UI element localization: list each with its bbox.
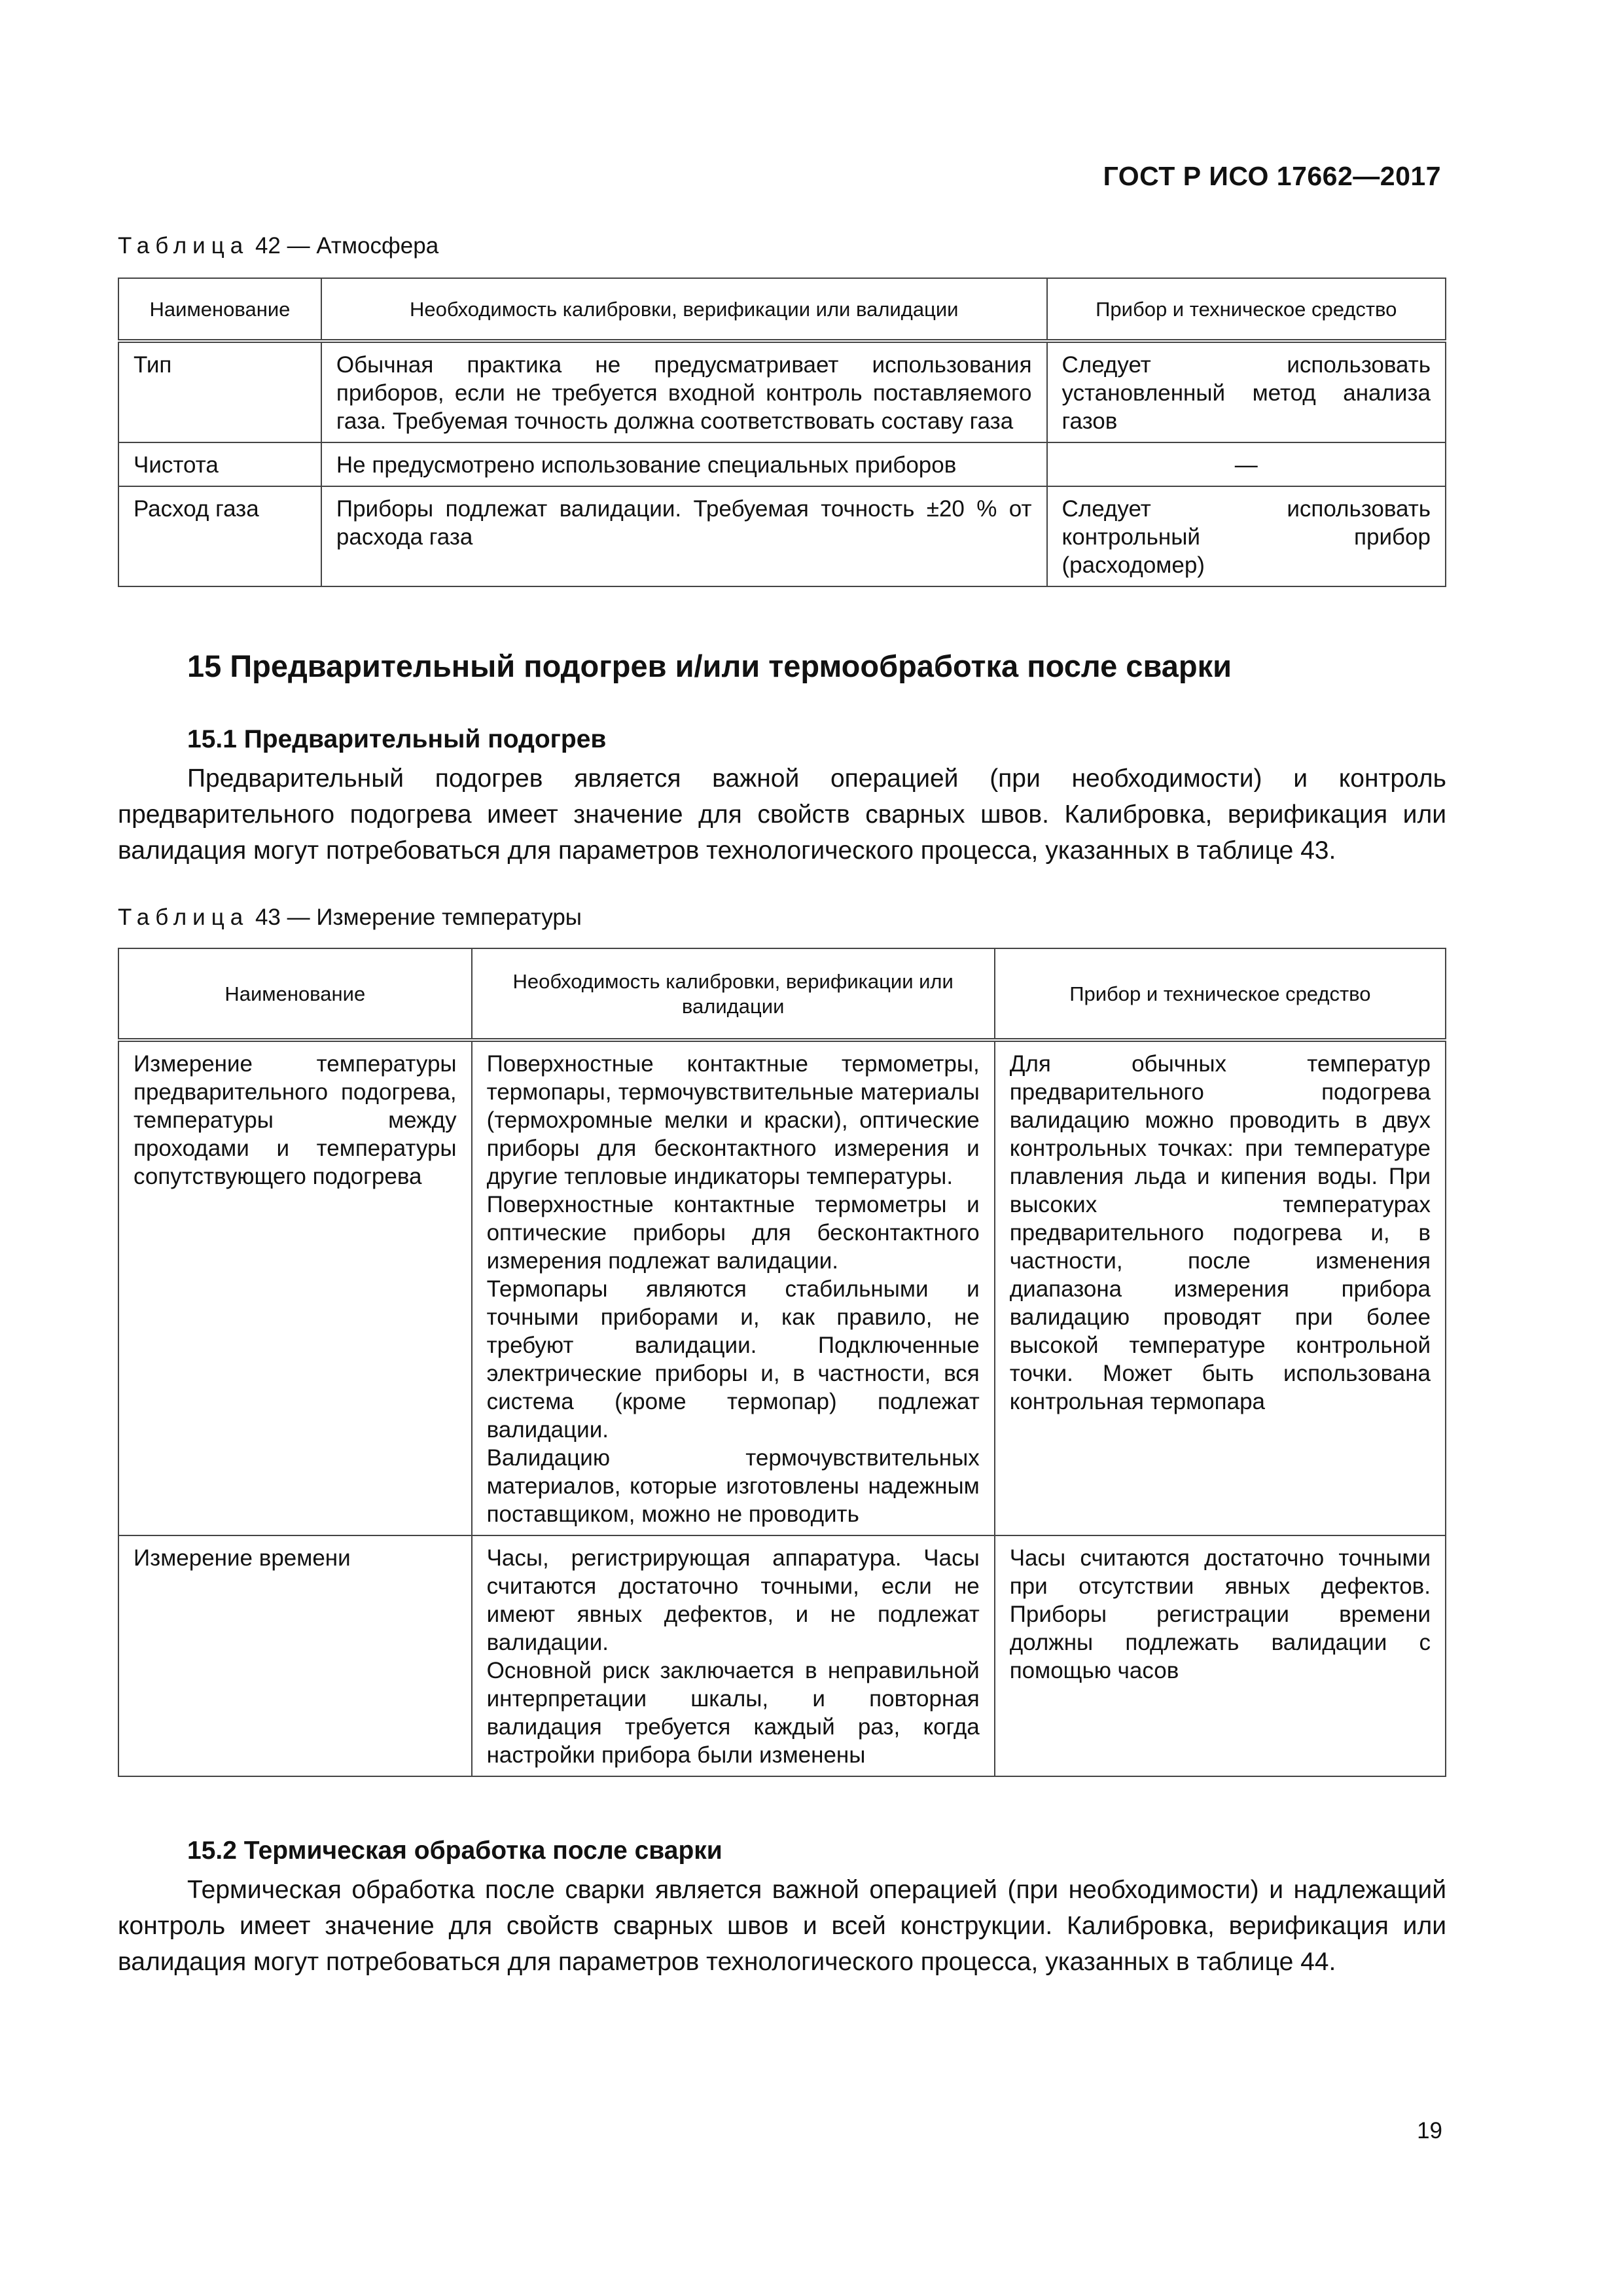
table-43-row-2-need-p2: Основной риск заключается в неправильной интерпретации шкалы, и повторная валидация требуется каждый раз, когда настройки прибора были изменены — [486, 1658, 980, 1768]
table-43-header-device: Прибор и техническое средство — [995, 948, 1446, 1040]
table-42-caption-title: 42 — Атмосфера — [249, 233, 439, 259]
table-42-row-3-need: Приборы подлежат валидации. Требуемая точность ±20 % от расхода газа — [321, 486, 1047, 586]
table-42-header-name: Наименование — [118, 278, 321, 341]
section-15-1-heading: 15.1 Предварительный подогрев — [187, 725, 607, 753]
table-43-row-2-name: Измерение времени — [118, 1535, 472, 1776]
table-42-header-device: Прибор и техническое средство — [1047, 278, 1446, 341]
table-42-row-1-need: Обычная практика не предусматривает использования приборов, если не требуется входной контроль поставляемого газа. Требуемая точность должна соответствовать составу газа — [321, 341, 1047, 442]
table-43-caption-title: 43 — Измерение температуры — [249, 905, 582, 930]
table-42-caption-label: Таблица — [118, 233, 249, 259]
section-15-1-text: Предварительный подогрев является важной операцией (при необходимости) и контроль предварительного подогрева имеет значение для свойств сварных швов. Калибровка, верификация или валидация могут потребоваться для параметров технологического процесса, указанных в таблице 43. — [118, 764, 1446, 865]
table-43-row-2-need — [472, 1535, 995, 1776]
table-43-caption — [118, 905, 582, 931]
standard-header: ГОСТ Р ИСО 17662—2017 — [1103, 161, 1441, 191]
table-43-row-1-need-p1: Поверхностные контактные термометры, термопары, термочувствительные материалы (термохромные мелки и краски), оптические приборы для бесконтактного измерения и другие тепловые индикаторы температуры. — [486, 1051, 980, 1189]
table-42-row-2-need: Не предусмотрено использование специальных приборов — [321, 442, 1047, 486]
table-43-row-1-need-p2: Поверхностные контактные термометры и оптические приборы для бесконтактного измерения подлежат валидации. — [486, 1192, 980, 1274]
table-43-caption-label: Таблица — [118, 905, 249, 930]
table-43-row-2-need-p1: Часы, регистрирующая аппаратура. Часы считаются достаточно точными, если не имеют явных дефектов, и не подлежат валидации. — [486, 1545, 980, 1655]
table-42-caption — [118, 233, 438, 259]
table-42-header-need: Необходимость калибровки, верификации или валидации — [321, 278, 1047, 341]
section-15-heading: 15 Предварительный подогрев и/или термообработка после сварки — [187, 649, 1232, 683]
table-42-row-2-device: — — [1047, 442, 1446, 486]
table-row — [118, 486, 1446, 586]
table-43-row-1-need — [472, 1040, 995, 1535]
section-15-2-text: Термическая обработка после сварки является важной операцией (при необходимости) и надлежащий контроль имеет значение для свойств сварных швов и всей конструкции. Калибровка, верификация или валидация могут потребоваться для параметров технологического процесса, указанных в таблице 44. — [118, 1876, 1446, 1976]
table-43-row-1-device: Для обычных температур предварительного подогрева валидацию можно проводить в двух контрольных точках: при температуре плавления льда и кипения воды. При высоких температурах предварительного подогрева и, в частности, после изменения диапазона измерения прибора валидацию проводят при более высокой температуре контрольной точки. Может быть использована контрольная термопара — [995, 1040, 1446, 1535]
table-42-row-1-device: Следует использовать установленный метод анализа газов — [1047, 341, 1446, 442]
table-43-row-2-device: Часы считаются достаточно точными при отсутствии явных дефектов. Приборы регистрации времени должны подлежать валидации с помощью часов — [995, 1535, 1446, 1776]
table-43-row-1-need-p3: Термопары являются стабильными и точными приборами и, как правило, не требуют валидации. Подключенные электрические приборы и, в частности, вся система (кроме термопар) подлежат валидации. — [486, 1276, 980, 1443]
table-43-header-name: Наименование — [118, 948, 472, 1040]
table-43-row-1-need-p4: Валидацию термочувствительных материалов, которые изготовлены надежным поставщиком, можно не проводить — [486, 1445, 980, 1527]
section-15-2-heading: 15.2 Термическая обработка после сварки — [187, 1837, 722, 1865]
table-row — [118, 1535, 1446, 1776]
table-43 — [118, 948, 1446, 1777]
section-15-2-paragraph — [118, 1872, 1446, 1980]
table-42-row-3-device: Следует использовать контрольный прибор (расходомер) — [1047, 486, 1446, 586]
page-number: 19 — [1417, 2118, 1442, 2144]
table-42 — [118, 278, 1446, 587]
table-row — [118, 341, 1446, 442]
table-43-row-1-name: Измерение температуры предварительного подогрева, температуры между проходами и температуры сопутствующего подогрева — [118, 1040, 472, 1535]
table-row — [118, 442, 1446, 486]
table-42-row-1-name: Тип — [118, 341, 321, 442]
section-15-1-paragraph — [118, 761, 1446, 869]
table-42-row-2-name: Чистота — [118, 442, 321, 486]
table-43-header-need: Необходимость калибровки, верификации или валидации — [472, 948, 995, 1040]
table-42-row-3-name: Расход газа — [118, 486, 321, 586]
table-row — [118, 1040, 1446, 1535]
